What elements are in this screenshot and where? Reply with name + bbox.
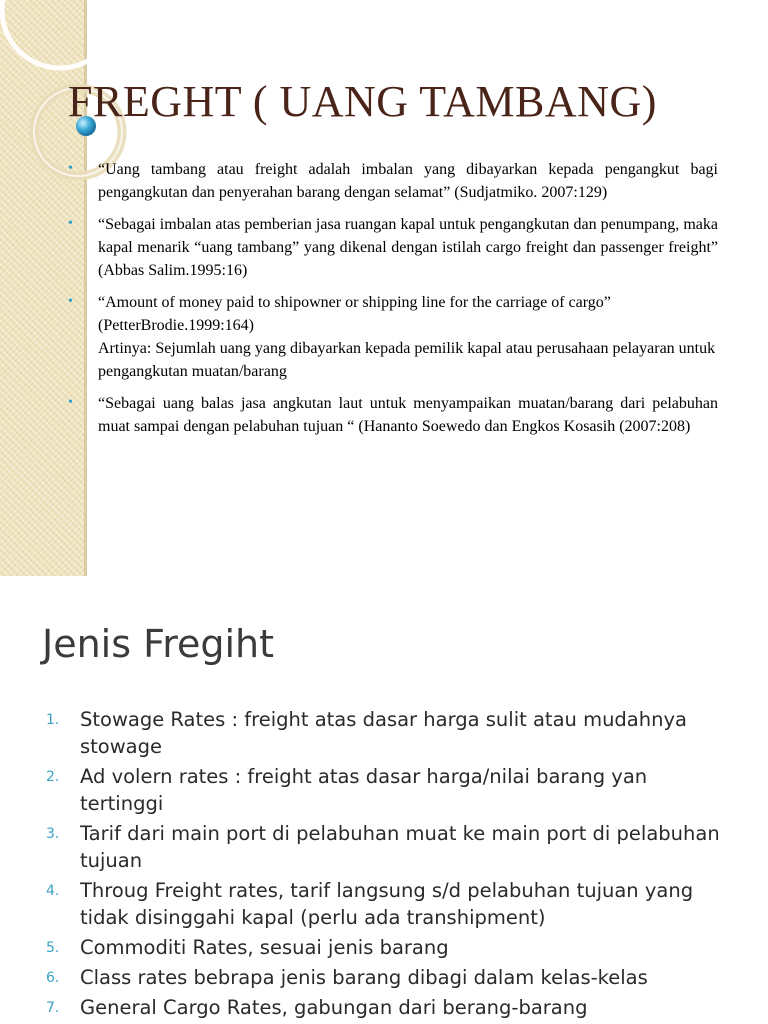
list-item [66, 213, 718, 282]
item-number: 4. [46, 883, 60, 899]
definition-list [66, 158, 718, 447]
item-text: Class rates bebrapa jenis barang dibagi dalam kelas-kelas [80, 966, 648, 989]
list-item [66, 392, 718, 438]
item-text: Throug Freight rates, tarif langsung s/d pelabuhan tujuan yang tidak disinggahi kapal (perlu ada transhipment) [80, 879, 694, 929]
item-number: 6. [46, 970, 60, 986]
bullet-icon: • [68, 161, 73, 176]
bullet-icon: • [68, 395, 73, 410]
list-item [40, 964, 730, 991]
freight-types-list [40, 706, 730, 1024]
item-text: Stowage Rates : freight atas dasar harga sulit atau mudahnya stowage [80, 708, 687, 758]
slide-2 [0, 590, 768, 1024]
item-number: 3. [46, 826, 60, 842]
item-number: 2. [46, 769, 60, 785]
bullet-text: “Sebagai uang balas jasa angkutan laut untuk menyampaikan muatan/barang dari pelabuhan muat sampai dengan pelabuhan tujuan “ (Hananto Soewedo dan Engkos Kosasih (2007:208) [98, 395, 718, 435]
list-item [40, 820, 730, 874]
list-item [40, 763, 730, 817]
bullet-text: “Amount of money paid to shipowner or shipping line for the carriage of cargo” (PetterBrodie.1999:164) [98, 294, 611, 334]
item-number: 5. [46, 940, 60, 956]
bullet-icon: • [68, 294, 73, 309]
list-item [40, 877, 730, 931]
item-number: 7. [46, 1000, 60, 1016]
list-item [40, 934, 730, 961]
item-number: 1. [46, 712, 60, 728]
list-item [66, 158, 718, 204]
bullet-text: “Uang tambang atau freight adalah imbalan yang dibayarkan kepada pengangkut bagi pengangkutan dan penyerahan barang dengan selamat” (Sudjatmiko. 2007:129) [98, 161, 718, 201]
list-item [40, 994, 730, 1021]
list-item [66, 291, 718, 383]
bullet-text: “Sebagai imbalan atas pemberian jasa ruangan kapal untuk pengangkutan dan penumpang, maka kapal menarik “uang tambang” yang dikenal dengan istilah cargo freight dan passenger freight” (Abbas Salim.1995:16) [98, 216, 718, 279]
item-text: Commoditi Rates, sesuai jenis barang [80, 936, 449, 959]
bullet-translation: Artinya: Sejumlah uang yang dibayarkan kepada pemilik kapal atau perusahaan pelayaran untuk pengangkutan muatan/barang [98, 340, 716, 380]
bullet-icon: • [68, 216, 73, 231]
slide-2-title: Jenis Fregiht [42, 622, 275, 666]
item-text: Ad volern rates : freight atas dasar harga/nilai barang yan tertinggi [80, 765, 648, 815]
item-text: General Cargo Rates, gabungan dari berang-barang [80, 996, 588, 1019]
item-text: Tarif dari main port di pelabuhan muat ke main port di pelabuhan tujuan [80, 822, 720, 872]
list-item [40, 706, 730, 760]
slide-1-title: FREGHT ( UANG TAMBANG) [68, 77, 657, 126]
